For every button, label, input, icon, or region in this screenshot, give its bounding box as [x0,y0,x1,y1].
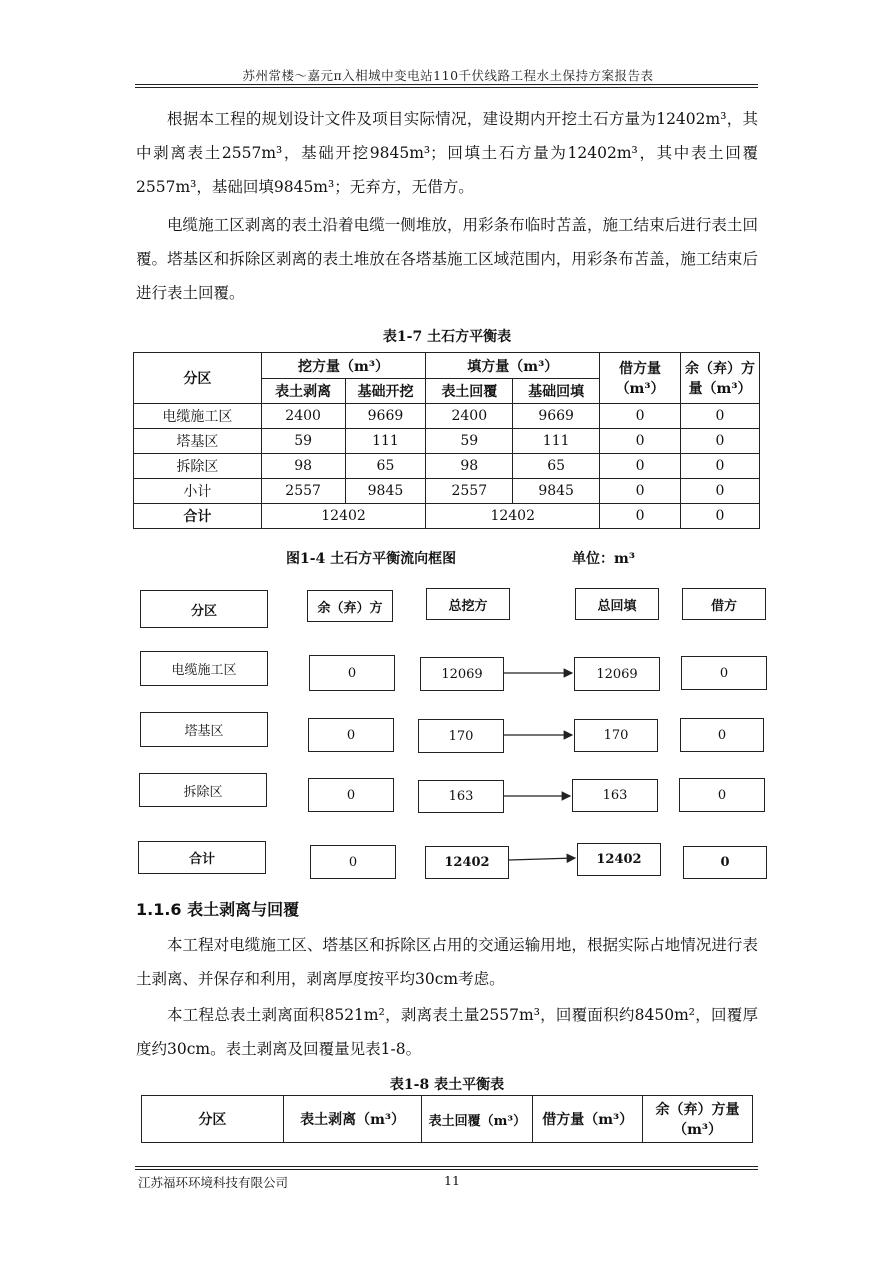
section-heading: 1.1.6 表土剥离与回覆 [136,900,300,919]
cell-value: 65 [345,454,426,479]
flow-borrow-box: 0 [683,846,767,879]
cell-value: 59 [261,429,345,454]
th-borrow: 借方量（m³） [600,353,681,404]
cell-value: 0 [600,504,681,529]
cell-value: 0 [681,479,760,504]
cell-value: 12402 [426,504,600,529]
th-surplus: 余（弃）方量（m³） [643,1096,753,1143]
flow-header-borrow: 借方 [682,588,766,620]
cell-value: 2557 [426,479,513,504]
cell-value: 2400 [261,404,345,429]
th-cover: 表土回覆（m³） [422,1096,533,1143]
flow-surplus-box: 0 [309,655,395,691]
cell-value: 0 [681,504,760,529]
cell-value: 0 [681,404,760,429]
cell-zone: 电缆施工区 [134,404,262,429]
th-fill-topsoil: 表土回覆 [426,379,513,404]
cell-zone: 拆除区 [134,454,262,479]
flow-dig-box: 12069 [420,657,504,691]
flow-fill-box: 170 [574,719,658,752]
flow-zone-box: 电缆施工区 [140,651,268,686]
th-fill-foundation: 基础回填 [513,379,600,404]
cell-value: 0 [600,479,681,504]
flow-header-fill: 总回填 [575,588,659,620]
th-strip: 表土剥离（m³） [283,1096,422,1143]
paragraph-topsoil-volume: 本工程总表土剥离面积8521m²，剥离表土量2557m³，回覆面积约8450m²，回覆厚度约30cm。表土剥离及回覆量见表1-8。 [136,1006,758,1058]
flow-fill-box: 12402 [577,843,661,876]
cell-value: 12402 [261,504,426,529]
flow-zone-box: 拆除区 [139,773,267,807]
cell-value: 0 [681,454,760,479]
paragraph-topsoil-stripping: 本工程对电缆施工区、塔基区和拆除区占用的交通运输用地，根据实际占地情况进行表土剥离、并保存和利用，剥离厚度按平均30cm考虑。 [136,936,758,988]
figure-1-4-unit: 单位：m³ [572,551,635,567]
flow-dig-box: 163 [418,780,504,813]
table-1-8 [141,1095,753,1143]
cell-zone: 合计 [134,504,262,529]
cell-value: 9669 [513,404,600,429]
th-dig-topsoil: 表土剥离 [261,379,345,404]
flow-borrow-box: 0 [681,656,767,690]
cell-value: 98 [261,454,345,479]
flow-surplus-box: 0 [308,778,394,812]
cell-value: 65 [513,454,600,479]
th-zone: 分区 [142,1096,284,1143]
flow-dig-box: 12402 [425,846,509,879]
cell-value: 2557 [261,479,345,504]
cell-value: 9845 [345,479,426,504]
flow-dig-box: 170 [418,719,504,753]
th-dig-foundation: 基础开挖 [345,379,426,404]
cell-value: 111 [345,429,426,454]
flow-zone-box: 塔基区 [140,712,268,747]
cell-zone: 塔基区 [134,429,262,454]
th-fill: 填方量（m³） [426,353,600,379]
figure-1-4-caption: 图1-4 土石方平衡流向框图 [286,551,457,567]
table-1-8-caption: 表1-8 表土平衡表 [389,1077,505,1093]
footer-company: 江苏福环环境科技有限公司 [138,1175,289,1190]
flow-surplus-box: 0 [308,718,394,752]
cell-value: 0 [600,429,681,454]
flow-fill-box: 163 [572,779,658,812]
cell-value: 0 [600,454,681,479]
cell-value: 2400 [426,404,513,429]
footer-rule-thin [135,1169,758,1170]
cell-value: 98 [426,454,513,479]
running-header: 苏州常楼～嘉元π入相城中变电站110千伏线路工程水土保持方案报告表 [242,68,654,83]
cell-value: 9845 [513,479,600,504]
flow-zone-box-total: 合计 [138,841,266,874]
cell-value: 0 [681,429,760,454]
table-1-7-caption: 表1-7 土石方平衡表 [382,329,512,345]
paragraph-topsoil-storage: 电缆施工区剥离的表土沿着电缆一侧堆放，用彩条布临时苫盖，施工结束后进行表土回覆。塔基区和拆除区剥离的表土堆放在各塔基施工区域范围内，用彩条布苫盖，施工结束后进行表土回覆。 [136,216,758,302]
th-borrow: 借方量（m³） [533,1096,643,1143]
th-zone: 分区 [134,353,262,404]
cell-value: 59 [426,429,513,454]
cell-value: 111 [513,429,600,454]
flow-header-dig: 总挖方 [426,588,510,620]
footer-rule [135,1166,758,1167]
th-dig: 挖方量（m³） [261,353,426,379]
cell-zone: 小计 [134,479,262,504]
page-number: 11 [444,1173,460,1188]
flow-fill-box: 12069 [574,657,660,691]
cell-value: 9669 [345,404,426,429]
flow-header-zone: 分区 [140,590,268,628]
cell-value: 0 [600,404,681,429]
flow-surplus-box: 0 [310,845,396,879]
flow-arrow [509,858,575,860]
paragraph-earthwork-summary: 根据本工程的规划设计文件及项目实际情况，建设期内开挖土石方量为12402m³，其中剥离表土2557m³，基础开挖9845m³；回填土石方量为12402m³，其中表土回覆2557m³，基础回填9845m³；无弃方，无借方。 [136,110,758,196]
flow-borrow-box: 0 [680,718,764,752]
th-surplus: 余（弃）方量（m³） [681,353,760,404]
flow-borrow-box: 0 [679,778,765,812]
flow-header-surplus: 余（弃）方 [307,590,393,622]
